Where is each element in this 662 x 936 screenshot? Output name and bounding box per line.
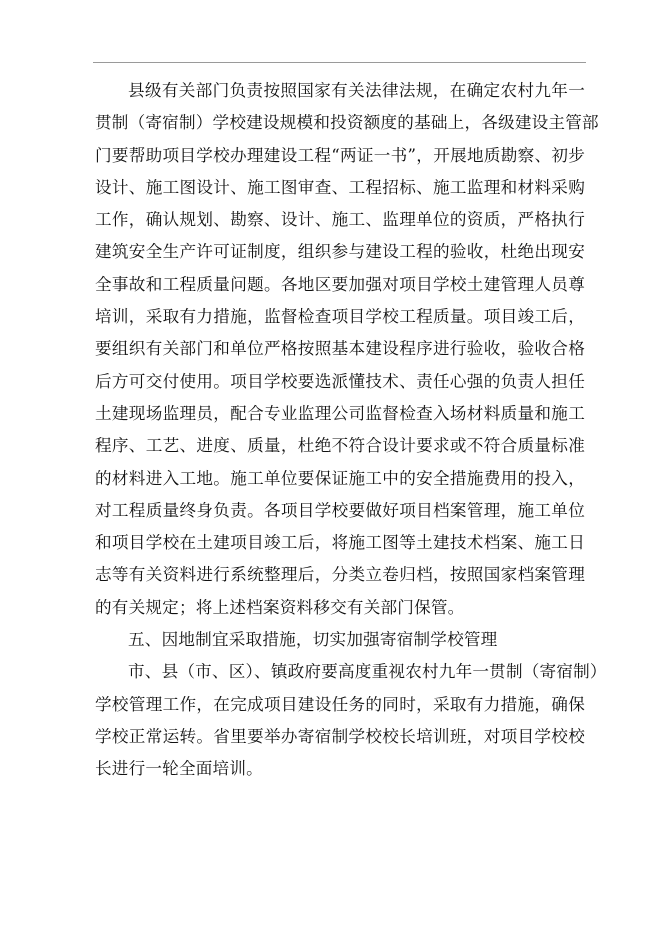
text-line: 长进行一轮全面培训。	[95, 759, 263, 779]
text-line: 贯制（寄宿制）学校建设规模和投资额度的基础上，各级建设主管部	[95, 113, 599, 133]
text-line: 市、县（市、区）、镇政府要高度重视农村九年一贯制（寄宿制）	[128, 662, 607, 682]
text-line: 门要帮助项目学校办理建设工程“两证一书”，开展地质勘察、初步	[95, 145, 585, 165]
text-line: 程序、工艺、进度、质量，杜绝不符合设计要求或不符合质量标准	[95, 436, 585, 456]
document-body	[95, 75, 607, 786]
header-rule	[93, 62, 586, 63]
text-line: 的有关规定；将上述档案资料移交有关部门保管。	[95, 597, 465, 617]
text-line: 的材料进入工地。施工单位要保证施工中的安全措施费用的投入，	[95, 468, 585, 488]
text-line: 学校正常运转。省里要举办寄宿制学校校长培训班，对项目学校校	[95, 726, 585, 746]
text-line: 志等有关资料进行系统整理后，分类立卷归档，按照国家档案管理	[95, 565, 585, 585]
text-line: 后方可交付使用。项目学校要选派懂技术、责任心强的负责人担任	[95, 371, 585, 391]
text-line: 和项目学校在土建项目竣工后，将施工图等土建技术档案、施工日	[95, 533, 585, 553]
paragraph-school-management	[95, 656, 607, 785]
text-line: 工作，确认规划、勘察、设计、施工、监理单位的资质，严格执行	[95, 210, 585, 230]
text-line: 学校管理工作，在完成项目建设任务的同时，采取有力措施，确保	[95, 694, 585, 714]
section-heading-five	[95, 624, 585, 656]
text-line: 县级有关部门负责按照国家有关法律法规，在确定农村九年一	[128, 81, 585, 100]
text-line: 设计、施工图设计、施工图审查、工程招标、施工监理和材料采购	[95, 177, 585, 197]
text-line: 建筑安全生产许可证制度，组织参与建设工程的验收，杜绝出现安	[95, 242, 585, 262]
text-line: 要组织有关部门和单位严格按照基本建设程序进行验收，验收合格	[95, 339, 585, 359]
heading-text: 五、因地制宜采取措施，切实加强寄宿制学校管理	[128, 630, 498, 650]
text-line: 培训，采取有力措施，监督检查项目学校工程质量。项目竣工后，	[95, 307, 585, 327]
text-line: 土建现场监理员，配合专业监理公司监督检查入场材料质量和施工	[95, 403, 585, 423]
text-line: 对工程质量终身负责。各项目学校要做好项目档案管理，施工单位	[95, 500, 585, 520]
paragraph-construction-management	[95, 75, 599, 624]
text-line: 全事故和工程质量问题。各地区要加强对项目学校土建管理人员尊	[95, 274, 585, 294]
